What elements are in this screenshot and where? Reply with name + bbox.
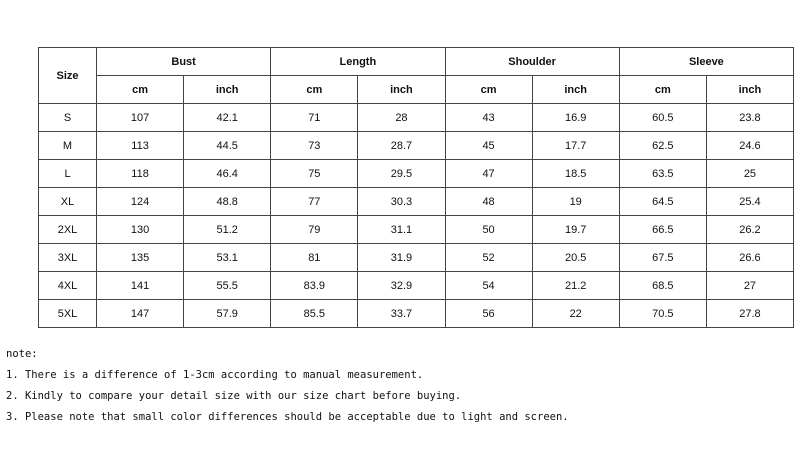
notes-section	[6, 344, 569, 428]
measurement-cell: 46.4	[184, 160, 271, 188]
measurement-cell: 107	[97, 104, 184, 132]
table-row	[39, 272, 794, 300]
unit-header-length-cm: cm	[271, 76, 358, 104]
note-line-3: 3. Please note that small color differences should be acceptable due to light and screen.	[6, 411, 569, 423]
measurement-cell: 26.6	[706, 244, 793, 272]
measurement-cell: 43	[445, 104, 532, 132]
measurement-cell: 25	[706, 160, 793, 188]
group-header-length: Length	[271, 48, 445, 76]
group-header-row	[39, 48, 794, 76]
measurement-cell: 83.9	[271, 272, 358, 300]
measurement-cell: 135	[97, 244, 184, 272]
measurement-cell: 60.5	[619, 104, 706, 132]
measurement-cell: 32.9	[358, 272, 445, 300]
size-cell: 2XL	[39, 216, 97, 244]
measurement-cell: 30.3	[358, 188, 445, 216]
group-header-sleeve: Sleeve	[619, 48, 793, 76]
measurement-cell: 51.2	[184, 216, 271, 244]
measurement-cell: 124	[97, 188, 184, 216]
measurement-cell: 81	[271, 244, 358, 272]
measurement-cell: 68.5	[619, 272, 706, 300]
measurement-cell: 70.5	[619, 300, 706, 328]
measurement-cell: 71	[271, 104, 358, 132]
measurement-cell: 147	[97, 300, 184, 328]
unit-header-sleeve-inch: inch	[706, 76, 793, 104]
unit-header-length-inch: inch	[358, 76, 445, 104]
measurement-cell: 53.1	[184, 244, 271, 272]
size-chart-table	[38, 47, 794, 328]
measurement-cell: 22	[532, 300, 619, 328]
measurement-cell: 141	[97, 272, 184, 300]
measurement-cell: 44.5	[184, 132, 271, 160]
measurement-cell: 24.6	[706, 132, 793, 160]
measurement-cell: 62.5	[619, 132, 706, 160]
measurement-cell: 33.7	[358, 300, 445, 328]
measurement-cell: 19.7	[532, 216, 619, 244]
measurement-cell: 20.5	[532, 244, 619, 272]
measurement-cell: 16.9	[532, 104, 619, 132]
measurement-cell: 29.5	[358, 160, 445, 188]
unit-header-bust-inch: inch	[184, 76, 271, 104]
table-row	[39, 132, 794, 160]
measurement-cell: 19	[532, 188, 619, 216]
measurement-cell: 66.5	[619, 216, 706, 244]
table-row	[39, 104, 794, 132]
group-header-bust: Bust	[97, 48, 271, 76]
measurement-cell: 48	[445, 188, 532, 216]
group-header-shoulder: Shoulder	[445, 48, 619, 76]
size-cell: S	[39, 104, 97, 132]
table-row	[39, 160, 794, 188]
measurement-cell: 17.7	[532, 132, 619, 160]
measurement-cell: 85.5	[271, 300, 358, 328]
table-row	[39, 300, 794, 328]
measurement-cell: 23.8	[706, 104, 793, 132]
measurement-cell: 21.2	[532, 272, 619, 300]
measurement-cell: 18.5	[532, 160, 619, 188]
measurement-cell: 48.8	[184, 188, 271, 216]
table-row	[39, 216, 794, 244]
measurement-cell: 54	[445, 272, 532, 300]
table-row	[39, 188, 794, 216]
measurement-cell: 27.8	[706, 300, 793, 328]
measurement-cell: 56	[445, 300, 532, 328]
note-line-1: 1. There is a difference of 1-3cm according to manual measurement.	[6, 369, 424, 381]
measurement-cell: 57.9	[184, 300, 271, 328]
measurement-cell: 73	[271, 132, 358, 160]
measurement-cell: 52	[445, 244, 532, 272]
measurement-cell: 75	[271, 160, 358, 188]
unit-header-row	[39, 76, 794, 104]
unit-header-bust-cm: cm	[97, 76, 184, 104]
size-cell: 4XL	[39, 272, 97, 300]
measurement-cell: 31.9	[358, 244, 445, 272]
size-cell: 3XL	[39, 244, 97, 272]
size-header: Size	[39, 48, 97, 104]
table-row	[39, 244, 794, 272]
measurement-cell: 42.1	[184, 104, 271, 132]
measurement-cell: 27	[706, 272, 793, 300]
measurement-cell: 79	[271, 216, 358, 244]
size-rows	[39, 104, 794, 328]
note-line-2: 2. Kindly to compare your detail size with our size chart before buying.	[6, 390, 462, 402]
measurement-cell: 45	[445, 132, 532, 160]
size-cell: XL	[39, 188, 97, 216]
unit-header-shoulder-cm: cm	[445, 76, 532, 104]
measurement-cell: 47	[445, 160, 532, 188]
measurement-cell: 28.7	[358, 132, 445, 160]
size-cell: M	[39, 132, 97, 160]
measurement-cell: 130	[97, 216, 184, 244]
measurement-cell: 55.5	[184, 272, 271, 300]
measurement-cell: 64.5	[619, 188, 706, 216]
size-cell: L	[39, 160, 97, 188]
measurement-cell: 26.2	[706, 216, 793, 244]
measurement-cell: 67.5	[619, 244, 706, 272]
measurement-cell: 28	[358, 104, 445, 132]
measurement-cell: 63.5	[619, 160, 706, 188]
measurement-cell: 25.4	[706, 188, 793, 216]
notes-heading: note:	[6, 348, 38, 360]
measurement-cell: 77	[271, 188, 358, 216]
unit-header-shoulder-inch: inch	[532, 76, 619, 104]
size-cell: 5XL	[39, 300, 97, 328]
measurement-cell: 31.1	[358, 216, 445, 244]
measurement-cell: 50	[445, 216, 532, 244]
measurement-cell: 118	[97, 160, 184, 188]
unit-header-sleeve-cm: cm	[619, 76, 706, 104]
measurement-cell: 113	[97, 132, 184, 160]
